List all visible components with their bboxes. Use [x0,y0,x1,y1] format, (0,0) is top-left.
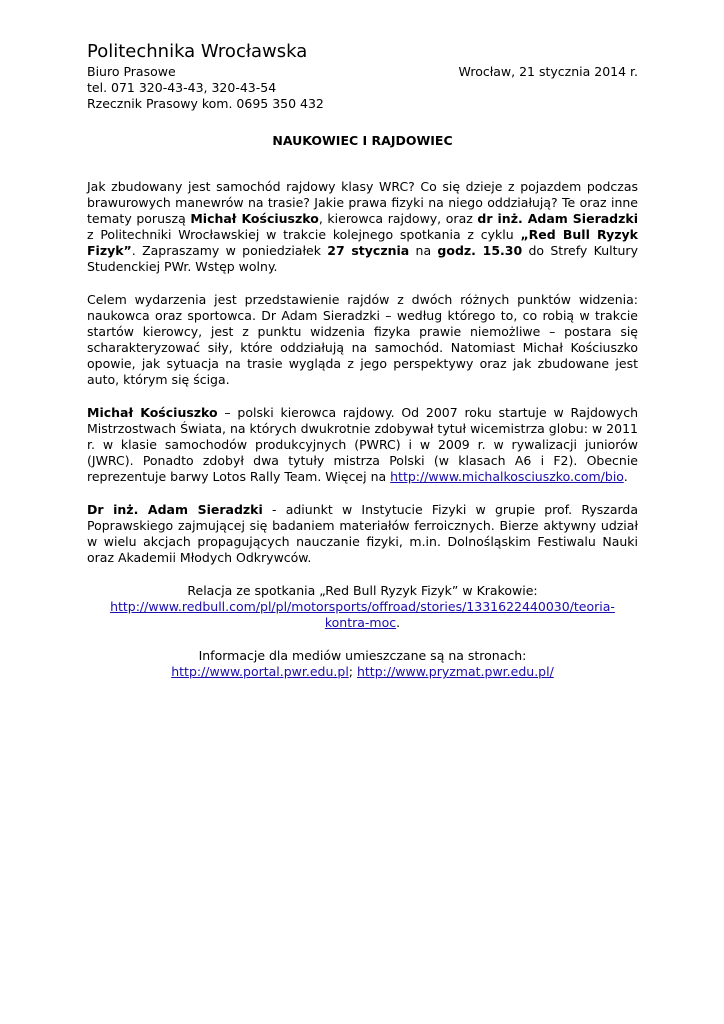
bio-link[interactable]: http://www.michalkosciuszko.com/bio [390,469,624,484]
spokesman-line: Rzecznik Prasowy kom. 0695 350 432 [87,96,324,111]
pryzmat-link[interactable]: http://www.pryzmat.pwr.edu.pl/ [356,664,554,679]
header-block [87,64,638,112]
bold-time: godz. 15.30 [437,243,523,258]
document-title: NAUKOWIEC I RAJDOWIEC [272,133,453,148]
office-label: Biuro Prasowe [87,64,176,79]
text-span: z Politechniki Wrocławskiej w trakcie kolejnego spotkania z cyklu [87,227,521,242]
text-span: , kierowca rajdowy, oraz [318,211,478,226]
bold-name: Michał Kościuszko [87,405,218,420]
bold-series-name: „Red Bull Ryzyk Fizyk” [87,227,638,258]
release-date: Wrocław, 21 stycznia 2014 r. [458,64,638,79]
paragraph-sieradzki-bio [87,502,638,566]
portal-link[interactable]: http://www.portal.pwr.edu.pl [171,664,349,679]
press-release [87,40,638,680]
relacja-label: Relacja ze spotkania „Red Bull Ryzyk Fizyk” w Krakowie: [187,583,538,598]
text-span: – polski kierowca rajdowy. Od 2007 roku startuje w Rajdowych Mistrzostwach Świata, na których dwukrotnie zdobywał tytuł wicemistrza globu: w 2011 r. w klasie samochodów produkcyjnych (PWRC) i w 2009 r. w rywalizacji juniorów (JWRC). Ponadto zdobył dwa tytuły mistrza Polski (w klasach A6 i F2). Obecnie reprezentuje barwy Lotos Rally Team. Więcej na [87,405,638,484]
paragraph-intro [87,179,638,275]
bold-name-sieradzki: dr inż. Adam Sieradzki [477,211,638,226]
org-name: Politechnika Wrocławska [87,41,308,62]
paragraph-goal: Celem wydarzenia jest przedstawienie rajdów z dwóch różnych punktów widzenia: naukowca oraz sportowca. Dr Adam Sieradzki – według którego to, co robią w trakcie startów kierowcy, jest z punktu widzenia fizyka prawie niemożliwe – postara się scharakteryzować siły, które oddziałują na samochód. Natomiast Michał Kościuszko opowie, jak sytuacja na trasie wygląda z jego perspektywy oraz jak zbudowane jest auto, którym się ściga. [87,292,638,387]
bold-name: Dr inż. Adam Sieradzki [87,502,263,517]
bold-name-koscuszko: Michał Kościuszko [190,211,319,226]
text-span: ; [348,664,357,679]
text-span: na [409,243,438,258]
text-span: do Strefy Kultury Studenckiej PWr. Wstęp wolny. [87,243,638,274]
text-span: . [623,469,628,484]
media-info-label: Informacje dla mediów umieszczane są na stronach: [198,648,527,663]
text-span: . [396,615,401,630]
office-row [87,64,638,80]
relacja-link[interactable]: http://www.redbull.com/pl/pl/motorsports/offroad/stories/1331622440030/teoria- [110,599,615,614]
text-span: - adiunkt w Instytucie Fizyki w grupie prof. Ryszarda Poprawskiego zajmującej się badaniem materiałów ferroicznych. Bierze aktywny udział w wielu akcjach propagujących nauczanie fizyki, m.in. Dolnośląskim Festiwalu Nauki oraz Akademii Młodych Odkrywców. [87,502,639,565]
phone-line: tel. 071 320-43-43, 320-43-54 [87,80,277,95]
text-span: . Zapraszamy w poniedziałek [131,243,328,258]
text-span: Jak zbudowany jest samochód rajdowy klasy WRC? Co się dzieje z pojazdem podczas brawurowych manewrów na trasie? Jakie prawa fizyki na niego oddziałują? Te oraz inne tematy poruszą [87,179,638,226]
paragraph-koscuszko-bio [87,405,638,485]
relacja-block [87,583,638,631]
bold-date: 27 stycznia [327,243,410,258]
relacja-link-cont[interactable]: kontra-moc [324,615,397,630]
media-info-block [87,648,638,680]
